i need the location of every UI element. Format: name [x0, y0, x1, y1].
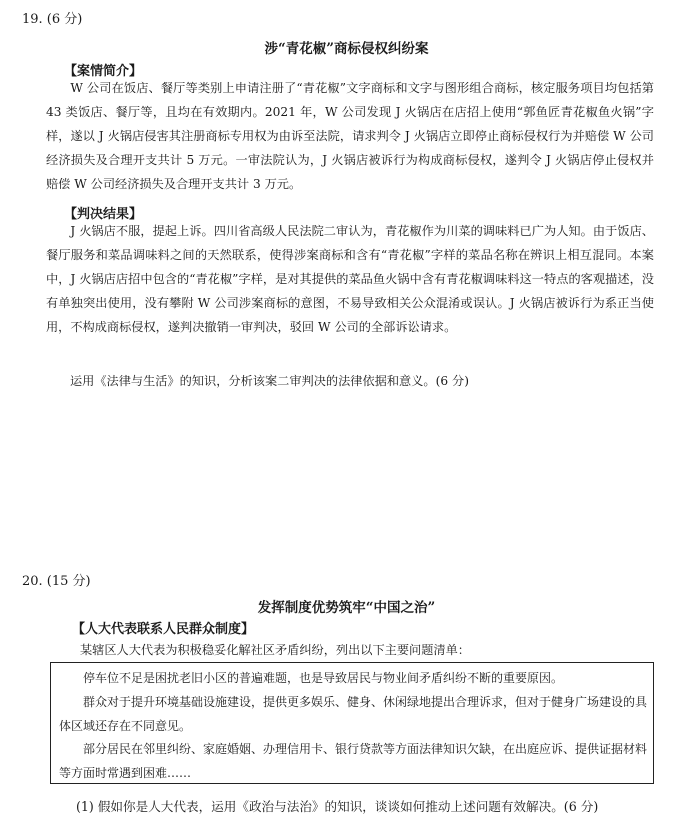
question-19-number: 19. (6 分)	[22, 12, 83, 27]
issue-item-2: 群众对于提升环境基础设施建设，提供更多娱乐、健身、休闲绿地提出合理诉求，但对于健身广场建设的具体区域还存在不同意见。	[59, 695, 648, 733]
case-summary-heading: 【案情简介】	[64, 64, 143, 79]
issue-list-box	[50, 662, 654, 784]
question-19-title: 涉“青花椒”商标侵权纠纷案	[264, 41, 429, 57]
question-20-sub-1: (1) 假如你是人大代表，运用《政治与法治》的知识，谈谈如何推动上述问题有效解决。(6 分)	[76, 799, 599, 814]
question-19-instruction: 运用《法律与生活》的知识，分析该案二审判决的法律依据和意义。(6 分)	[70, 374, 469, 388]
question-20-title: 发挥制度优势筑牢“中国之治”	[257, 600, 436, 616]
case-summary-text: W 公司在饭店、餐厅等类别上申请注册了“青花椒”文字商标和文字与图形组合商标，核定服务项目均包括第 43 类饭店、餐厅等，且均在有效期内。2021 年，W 公司发现 J 火锅店在店招上使用“郭鱼匠青花椒鱼火锅”字样，遂以 J 火锅店侵害其注册商标专用权为由诉至法院，请求判令 J 火锅店立即停止商标侵权行为并赔偿 W 公司经济损失及合理开支共计 5 万元。一审法院认为，J 火锅店被诉行为构成商标侵权，遂判令 J 火锅店停止侵权并赔偿 W 公司经济损失及合理开支共计 3 万元。	[46, 81, 654, 191]
judgment-result-heading: 【判决结果】	[64, 207, 143, 222]
question-20-intro: 某辖区人大代表为积极稳妥化解社区矛盾纠纷，列出以下主要问题清单：	[80, 643, 470, 657]
judgment-result-text: J 火锅店不服，提起上诉。四川省高级人民法院二审认为，青花椒作为川菜的调味料已广为人知。由于饭店、餐厅服务和菜品调味料之间的天然联系，使得涉案商标和含有“青花椒”字样的菜品名称在辨识上相互混同。本案中，J 火锅店店招中包含的“青花椒”字样，是对其提供的菜品鱼火锅中含有青花椒调味料这一特点的客观描述，没有单独突出使用，没有攀附 W 公司涉案商标的意图，不易导致相关公众混淆或误认。J 火锅店被诉行为系正当使用，不构成商标侵权，遂判决撤销一审判决，驳回 W 公司的全部诉讼请求。	[46, 224, 654, 334]
npc-system-heading: 【人大代表联系人民群众制度】	[72, 622, 255, 637]
issue-item-1: 停车位不足是困扰老旧小区的普遍难题，也是导致居民与物业间矛盾纠纷不断的重要原因。	[83, 671, 564, 685]
issue-item-3: 部分居民在邻里纠纷、家庭婚姻、办理信用卡、银行贷款等方面法律知识欠缺，在出庭应诉、提供证据材料等方面时常遇到困难……	[59, 742, 648, 780]
question-20-number: 20. (15 分)	[22, 574, 91, 589]
